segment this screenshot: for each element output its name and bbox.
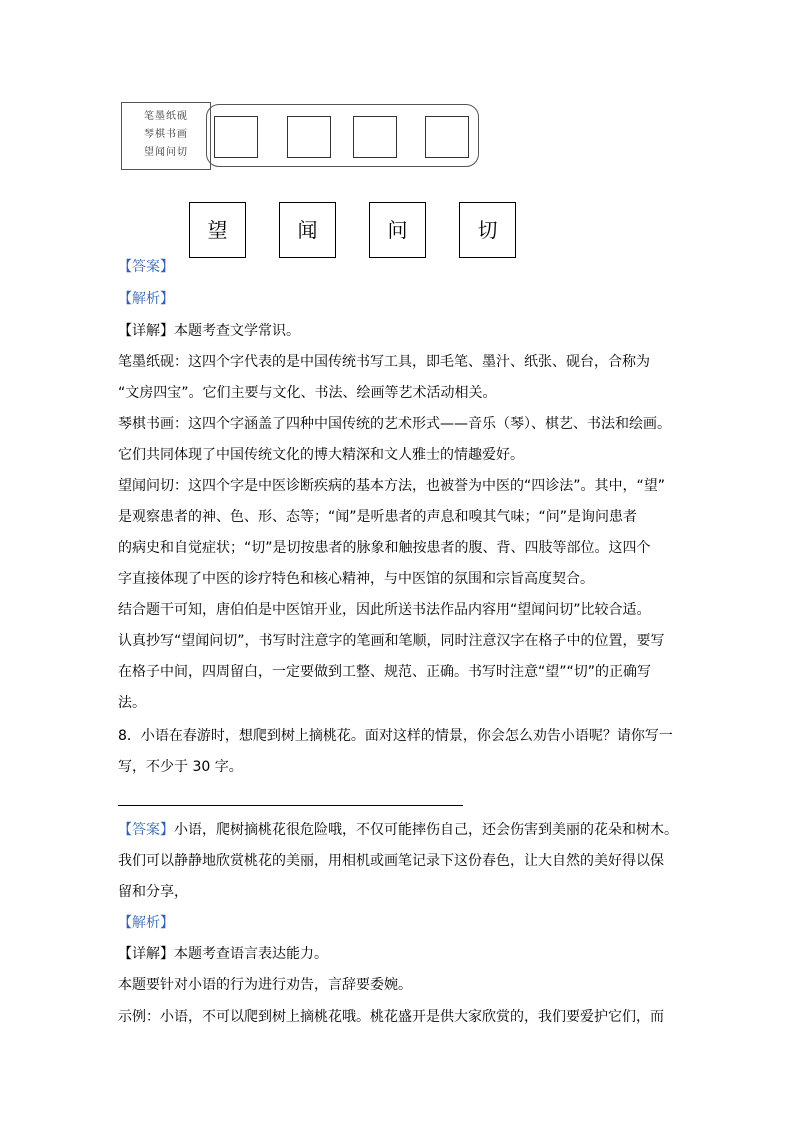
paragraph-line: 本题要针对小语的行为进行劝告，言辞要委婉。 (118, 977, 412, 993)
detail-line (118, 944, 328, 964)
paragraph-line: 是观察患者的神、色、形、态等；“闻”是听患者的声息和嗅其气味；“问”是询问患者 (118, 509, 638, 525)
analysis-tag: 【解析】 (118, 915, 174, 931)
question-line: 写，不少于 30 字。 (118, 759, 243, 775)
paragraph-line: 它们共同体现了中国传统文化的博大精深和文人雅士的情趣爱好。 (118, 447, 524, 463)
answer-char-cell: 切 (459, 202, 516, 258)
answer-line (118, 820, 678, 840)
paragraph-line: 的病史和自觉症状；“切”是切按患者的脉象和触按患者的腹、背、四肢等部位。这四个 (118, 540, 651, 556)
detail-line (118, 321, 300, 341)
answer-char-cell: 望 (189, 202, 246, 258)
paragraph-line: 认真抄写“望闻问切”，书写时注意字的笔画和笔顺，同时注意汉字在格子中的位置，要写 (118, 633, 665, 649)
answer-char-cell: 问 (369, 202, 426, 258)
paragraph-line: 法。 (118, 695, 146, 711)
paragraph-line: 结合题干可知，唐伯伯是中医馆开业，因此所送书法作品内容用“望闻问切”比较合适。 (118, 602, 651, 618)
answer-char-cell: 闻 (279, 202, 336, 258)
paragraph-line: 笔墨纸砚：这四个字代表的是中国传统书写工具，即毛笔、墨汁、纸张、砚台，合称为 (118, 354, 650, 370)
writing-cell (287, 116, 331, 158)
answer-line: 我们可以静静地欣赏桃花的美丽，用相机或画笔记录下这份春色，让大自然的美好得以保 (118, 853, 664, 869)
writing-cell (353, 116, 397, 158)
answer-text: 小语，爬树摘桃花很危险哦，不仅可能摔伤自己，还会伤害到美丽的花朵和树木。 (174, 822, 678, 838)
detail-text: 本题考查文学常识。 (174, 323, 300, 339)
paragraph-line: 示例：小语，不可以爬到树上摘桃花哦。桃花盛开是供大家欣赏的，我们要爱护它们，而 (118, 1009, 664, 1025)
paragraph-line: “文房四宝”。它们主要与文化、书法、绘画等艺术活动相关。 (118, 385, 497, 401)
writing-cell (425, 116, 469, 158)
paragraph-line: 望闻问切：这四个字是中医诊断疾病的基本方法，也被誉为中医的“四诊法”。其中，“望” (118, 478, 666, 494)
analysis-tag: 【解析】 (118, 291, 174, 307)
hint-line: 琴棋书画 (144, 129, 188, 140)
detail-tag: 【详解】 (118, 946, 174, 962)
answer-line: 留和分享， (118, 884, 188, 900)
paragraph-line: 在格子中间，四周留白，一定要做到工整、规范、正确。书写时注意“望”“切”的正确写 (118, 664, 652, 680)
hint-word-box (121, 102, 211, 170)
answer-tag: 【答案】 (118, 822, 174, 838)
detail-tag: 【详解】 (118, 323, 174, 339)
hint-line: 望闻问切 (144, 147, 188, 158)
answer-tag: 【答案】 (118, 259, 174, 275)
paragraph-line: 琴棋书画：这四个字涵盖了四种中国传统的艺术形式——音乐（琴）、棋艺、书法和绘画。 (118, 416, 671, 432)
answer-blank-line (118, 805, 463, 806)
question-line: 8．小语在春游时，想爬到树上摘桃花。面对这样的情景，你会怎么劝告小语呢？请你写一 (118, 728, 673, 744)
paragraph-line: 字直接体现了中医的诊疗特色和核心精神，与中医馆的氛围和宗旨高度契合。 (118, 571, 594, 587)
detail-text: 本题考查语言表达能力。 (174, 946, 328, 962)
hint-line: 笔墨纸砚 (144, 111, 188, 122)
writing-cell (214, 116, 258, 158)
